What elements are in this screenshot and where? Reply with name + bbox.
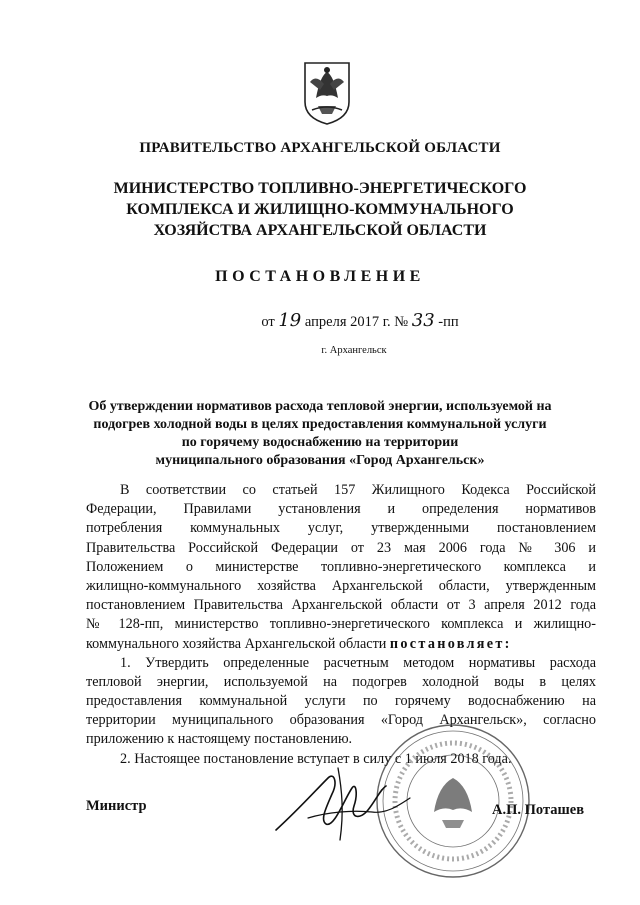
ministry-title <box>0 178 640 241</box>
coat-of-arms-emblem <box>302 60 352 126</box>
document-subject <box>0 398 640 470</box>
government-title: ПРАВИТЕЛЬСТВО АРХАНГЕЛЬСКОЙ ОБЛАСТИ <box>139 140 501 156</box>
item-1-line: предоставления коммунальной услуги по горячему водоснабжению на <box>86 693 596 710</box>
handwritten-signature <box>268 760 418 850</box>
item-1-line: территории муниципального образования «Город Архангельск», согласно <box>86 712 596 729</box>
subject-line: подогрев холодной воды в целях предоставления коммунальной услуги <box>93 417 547 432</box>
item-2-line: 2. Настоящее постановление вступает в силу с 1 июля 2018 года. <box>120 750 512 767</box>
body-line: Положением о министерстве топливно-энергетического комплекса и <box>86 558 596 575</box>
subject-line: Об утверждении нормативов расхода тепловой энергии, используемой на <box>88 399 552 414</box>
city-name: г. Архангельск <box>321 345 387 356</box>
subject-line: муниципального образования «Город Архангельск» <box>155 453 485 468</box>
item-1-line: 1. Утвердить определенные расчетным методом нормативы расхода <box>120 654 596 671</box>
date-day-handwritten: 19 <box>278 310 302 331</box>
body-line: Федерации, Правилами установления и определения нормативов <box>86 501 596 518</box>
date-month-year: апреля 2017 г. № <box>304 314 409 330</box>
doc-number-handwritten: 33 <box>411 310 435 331</box>
body-line-text: коммунального хозяйства Архангельской области <box>86 635 387 652</box>
body-line: Правительства Российской Федерации от 23 мая 2006 года № 306 и <box>86 539 596 556</box>
signer-position: Министр <box>86 798 147 814</box>
ministry-line: МИНИСТЕРСТВО ТОПЛИВНО-ЭНЕРГЕТИЧЕСКОГО <box>113 180 527 197</box>
signer-name: А.П. Поташев <box>492 802 585 818</box>
body-line: постановлением Правительства Архангельской области от 3 апреля 2012 года <box>86 597 596 614</box>
body-line: потребления коммунальных услуг, утвержденными постановлением <box>86 520 596 537</box>
resolves-word: постановляет: <box>389 635 512 652</box>
subject-line: по горячему водоснабжению на территории <box>181 435 459 450</box>
document-date-line <box>40 310 640 331</box>
ministry-line: ХОЗЯЙСТВА АРХАНГЕЛЬСКОЙ ОБЛАСТИ <box>153 222 487 239</box>
item-1-line: приложению к настоящему постановлению. <box>86 731 353 748</box>
doc-number-suffix: -пп <box>438 314 459 330</box>
item-1-line: тепловой энергии, используемой на подогрев холодной воды в целях <box>86 673 596 690</box>
body-line: жилищно-коммунального хозяйства Архангельской области, утвержденным <box>86 577 596 594</box>
date-prefix: от <box>261 314 275 330</box>
body-line: № 128-пп, министерство топливно-энергетического комплекса и жилищно- <box>86 616 596 633</box>
body-line: В соответствии со статьей 157 Жилищного Кодекса Российской <box>120 482 596 498</box>
body-line-resolves <box>86 635 596 654</box>
ministry-line: КОМПЛЕКСА И ЖИЛИЩНО-КОММУНАЛЬНОГО <box>126 201 514 218</box>
document-type: ПОСТАНОВЛЕНИЕ <box>215 268 425 285</box>
